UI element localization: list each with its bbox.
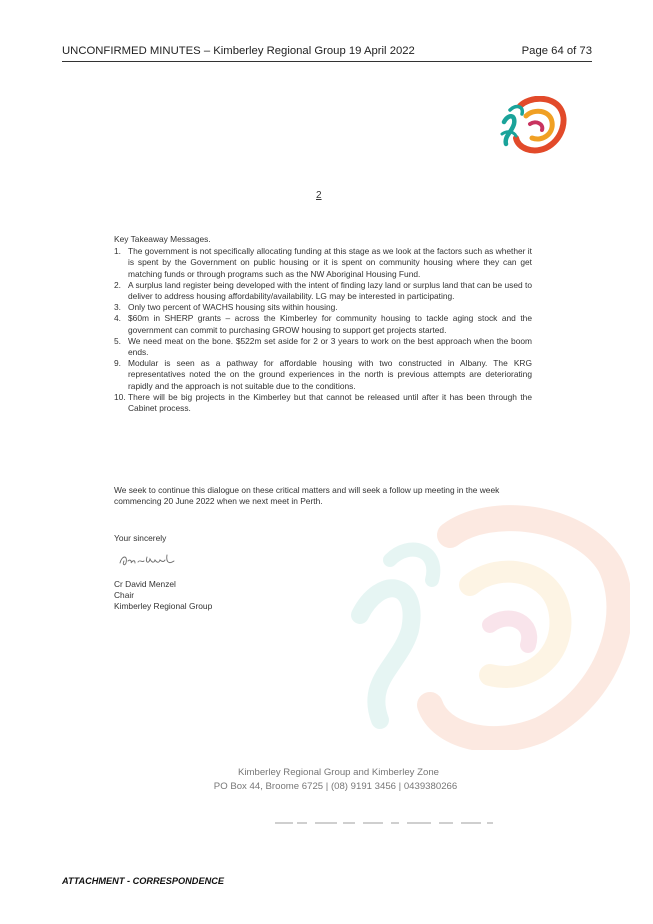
list-item <box>114 392 532 414</box>
list-item-text: There will be big projects in the Kimberley but that cannot be released until after it has been through the Cabinet process. <box>128 391 532 414</box>
list-item-text: $60m in SHERP grants – across the Kimberley for community housing to tackle aging stock and the government can commit to purchasing GROW housing to support get projects started. <box>128 313 532 335</box>
list-item-number: 5. <box>114 335 121 346</box>
letter-body <box>114 234 532 414</box>
list-item <box>114 313 532 335</box>
footer-organisation: Kimberley Regional Group and Kimberley Zone <box>237 767 440 778</box>
header-title: UNCONFIRMED MINUTES – Kimberley Regional Group 19 April 2022 <box>62 45 415 57</box>
header-page-number: Page 64 of 73 <box>521 45 592 57</box>
footer-contact: PO Box 44, Broome 6725 | (08) 9191 3456 | 0439380266 <box>213 780 458 792</box>
letter-page-number: 2 <box>316 190 322 201</box>
letterhead-footer <box>0 766 653 793</box>
faded-footer-text-decoration <box>275 820 495 826</box>
list-item <box>114 336 532 358</box>
list-item-number: 9. <box>114 358 121 369</box>
closing-paragraph: We seek to continue this dialogue on these critical matters and will seek a follow up meeting in the week commencing 20 June 2022 when we next meet in Perth. <box>114 485 500 507</box>
list-item-number: 3. <box>114 302 121 313</box>
attachment-label: ATTACHMENT - CORRESPONDENCE <box>62 876 224 886</box>
list-item-number: 2. <box>114 279 121 290</box>
list-item-text: Modular is seen as a pathway for affordable housing with two constructed in Albany. The KRG representatives noted the on the ground experiences in the north is previous attempts are deteriorating rapidly and the approach is not suitable due to the conditions. <box>128 358 532 391</box>
takeaway-heading: Key Takeaway Messages. <box>114 234 211 244</box>
list-item <box>114 246 532 280</box>
list-item-text: We need meat on the bone. $522m set aside for 2 or 3 years to work on the best approach when the boom ends. <box>128 335 532 358</box>
list-item-text: A surplus land register being developed with the intent of finding lazy land or surplus land that can be used to deliver to address housing affordability/availability. LG may be interested in participating. <box>128 279 532 302</box>
page-header <box>62 44 592 62</box>
list-item <box>114 302 532 313</box>
kimberley-logo-icon <box>500 96 572 154</box>
watermark-logo-icon <box>340 505 630 750</box>
signer-organisation: Kimberley Regional Group <box>114 601 213 612</box>
list-item-number: 10. <box>114 391 126 402</box>
list-item-number: 4. <box>114 313 121 324</box>
list-item <box>114 358 532 392</box>
signer-role: Chair <box>114 590 135 601</box>
list-item-number: 1. <box>114 246 121 257</box>
list-item-text: The government is not specifically allocating funding at this stage as we look at the factors such as whether it is spent by the Government on public housing or it is spent on community housing where they can get matching funds or through programs such as the NW Aboriginal Housing Fund. <box>128 246 532 279</box>
signer-name: Cr David Menzel <box>114 579 176 589</box>
signature-image <box>118 549 178 569</box>
takeaway-list <box>114 246 532 414</box>
list-item <box>114 280 532 302</box>
signoff-block <box>114 579 212 613</box>
valediction: Your sincerely <box>114 533 167 543</box>
list-item-text: Only two percent of WACHS housing sits within housing. <box>128 302 338 313</box>
